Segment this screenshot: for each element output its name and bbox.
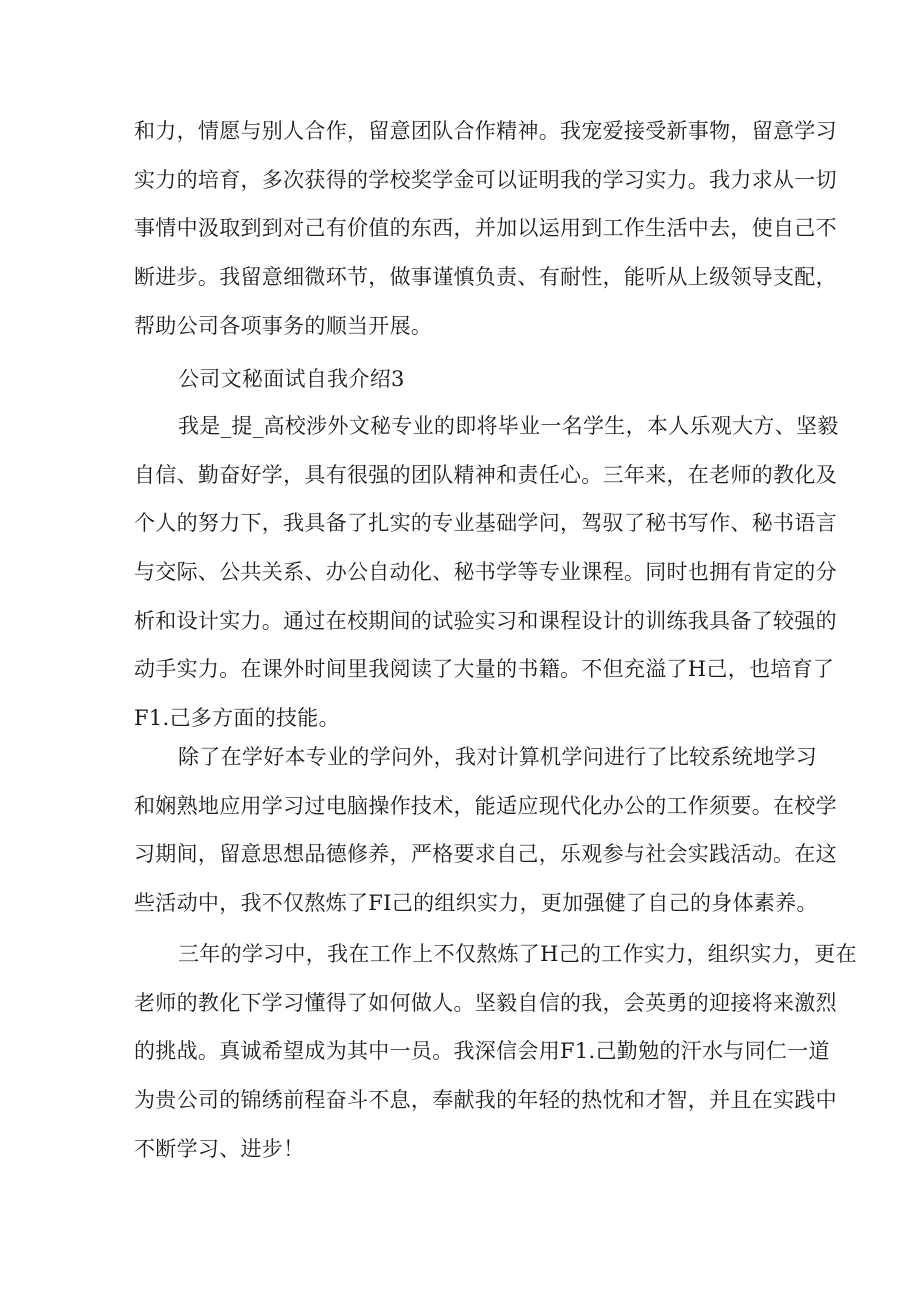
text-line: 我是_提_高校涉外文秘专业的即将毕业一名学生，本人乐观大方、坚毅 xyxy=(178,414,839,438)
section-heading xyxy=(134,355,786,404)
text-line: F1.己多方面的技能。 xyxy=(134,706,340,731)
text-line: 帮助公司各项事务的顺当开展。 xyxy=(134,313,433,338)
text-line: 实力的培育，多次获得的学校奖学金可以证明我的学习实力。我力求从一切 xyxy=(134,167,837,192)
text-line: 习期间，留意思想品德修养，严格要求自己，乐观参与社会实践活动。在这 xyxy=(134,842,837,867)
text-line: 断进步。我留意细微环节，做事谨慎负责、有耐性，能听从上级领导支配， xyxy=(134,265,837,290)
paragraph-3 xyxy=(134,930,857,1173)
text-line: 动手实力。在课外时间里我阅读了大量的书籍。不但充溢了H己，也培育了 xyxy=(134,657,835,682)
paragraph-2 xyxy=(134,733,837,928)
intro-paragraph xyxy=(134,107,837,350)
text-line: 三年的学习中，我在工作上不仅熬炼了H己的工作实力，组织实力，更在 xyxy=(178,942,857,966)
paragraph-1 xyxy=(134,402,839,743)
text-line: 和力，情愿与别人合作，留意团队合作精神。我宠爱接受新事物，留意学习 xyxy=(134,119,837,143)
text-line: 个人的努力下，我具备了扎实的专业基础学问，驾驭了秘书写作、秘书语言 xyxy=(134,511,837,536)
text-line: 事情中汲取到到对己有价值的东西，并加以运用到工作生活中去，使自己不 xyxy=(134,216,837,241)
text-line: 析和设计实力。通过在校期间的试验实习和课程设计的训练我具备了较强的 xyxy=(134,608,837,633)
text-line: 些活动中，我不仅熬炼了FI己的组织实力，更加强健了自己的身体素养。 xyxy=(134,891,818,916)
text-line: 除了在学好本专业的学问外，我对计算机学问进行了比较系统地学习 xyxy=(178,745,817,769)
text-line: 与交际、公共关系、办公自动化、秘书学等专业课程。同时也拥有肯定的分 xyxy=(134,560,837,585)
text-line: 自信、勤奋好学，具有很强的团队精神和责任心。三年来，在老师的教化及 xyxy=(134,462,837,487)
text-line: 不断学习、进步！ xyxy=(134,1136,305,1161)
text-line: 为贵公司的锦绣前程奋斗不息，奉献我的年轻的热忱和才智，并且在实践中 xyxy=(134,1088,837,1113)
heading-text: 公司文秘面试自我介绍3 xyxy=(178,367,405,391)
text-line: 的挑战。真诚希望成为其中一员。我深信会用F1.己勤勉的汗水与同仁一道 xyxy=(134,1039,830,1064)
text-line: 老师的教化下学习懂得了如何做人。坚毅自信的我，会英勇的迎接将来激烈 xyxy=(134,990,837,1015)
text-line: 和娴熟地应用学习过电脑操作技术，能适应现代化办公的工作须要。在校学 xyxy=(134,793,837,818)
